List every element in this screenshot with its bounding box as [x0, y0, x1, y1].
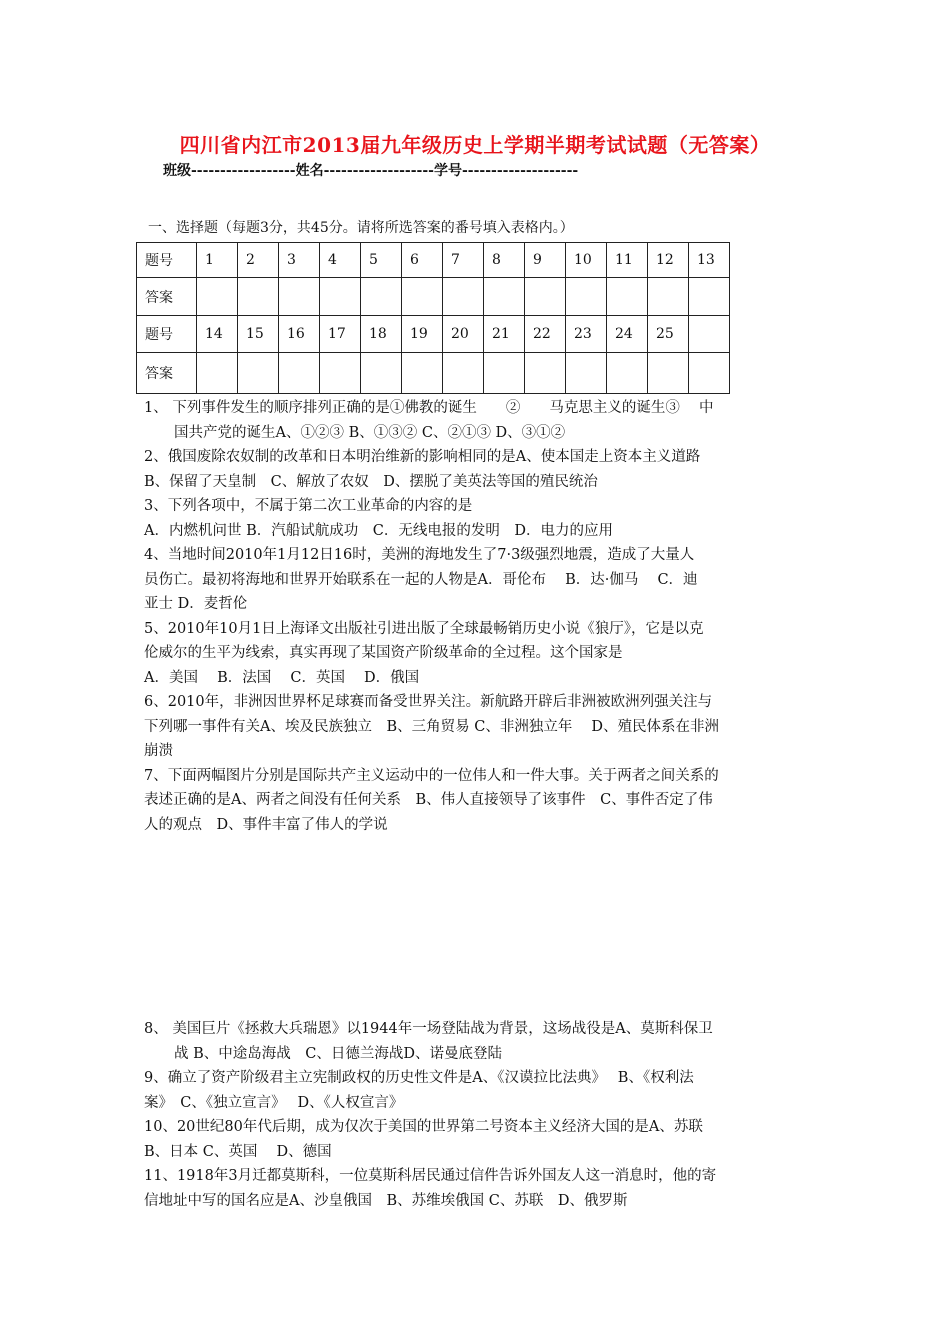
question-line: 7、下面两幅图片分别是国际共产主义运动中的一位伟人和一件大事。关于两者之间关系的	[144, 767, 719, 784]
table-cell: 10	[566, 243, 607, 278]
answer-cell[interactable]	[320, 278, 361, 316]
answer-cell[interactable]	[607, 278, 648, 316]
question-line: 3、下列各项中，不属于第二次工业革命的内容的是	[144, 498, 473, 514]
questions-bottom	[144, 1017, 810, 1213]
question-line: 国共产党的诞生A、①②③ B、①③② C、②①③ D、③①②	[174, 424, 566, 441]
answer-cell[interactable]	[648, 278, 689, 316]
question-line: 伦威尔的生平为线索，真实再现了某国资产阶级革命的全过程。这个国家是	[144, 645, 623, 661]
table-cell: 24	[607, 316, 648, 353]
table-cell: 答案	[137, 278, 197, 316]
table-cell: 6	[402, 243, 443, 278]
question-line: A．美国 B．法国 C．英国 D．俄国	[144, 669, 420, 686]
table-cell: 3	[279, 243, 320, 278]
questions-top	[144, 396, 810, 837]
table-cell: 12	[648, 243, 689, 278]
table-cell: 19	[402, 316, 443, 353]
section-heading: 一、选择题（每题3分，共45分。请将所选答案的番号填入表格内。）	[148, 220, 574, 236]
question-line: B、保留了天皇制 C、解放了农奴 D、摆脱了美英法等国的殖民统治	[144, 473, 598, 490]
table-row	[137, 316, 730, 353]
answer-cell[interactable]	[402, 278, 443, 316]
question-line: 人的观点 D、事件丰富了伟人的学说	[144, 816, 388, 833]
table-cell: 2	[238, 243, 279, 278]
page-title: 四川省内江市2013届九年级历史上学期半期考试试题（无答案）	[179, 133, 771, 157]
question-line: 战 B、中途岛海战 C、日德兰海战D、诺曼底登陆	[174, 1045, 502, 1062]
table-cell: 16	[279, 316, 320, 353]
question-line: 5、2010年10月1日上海译文出版社引进出版了全球最畅销历史小说《狼厅》，它是以克	[144, 620, 704, 637]
question-line: B、日本 C、英国 D、德国	[144, 1143, 332, 1160]
table-cell: 20	[443, 316, 484, 353]
table-row	[137, 353, 730, 394]
answer-cell[interactable]	[361, 278, 402, 316]
question-line: 信地址中写的国名应是A、沙皇俄国 B、苏维埃俄国 C、苏联 D、俄罗斯	[144, 1192, 628, 1209]
answer-cell[interactable]	[484, 278, 525, 316]
answer-cell[interactable]	[648, 353, 689, 394]
table-cell: 5	[361, 243, 402, 278]
question-line: 崩溃	[144, 743, 173, 759]
table-row	[137, 243, 730, 278]
answer-cell[interactable]	[566, 353, 607, 394]
table-cell: 14	[197, 316, 238, 353]
answer-cell[interactable]	[402, 353, 443, 394]
question-line: 员伤亡。最初将海地和世界开始联系在一起的人物是A．哥伦布 B．达·伽马 C．迪	[144, 571, 698, 588]
table-cell: 22	[525, 316, 566, 353]
answer-cell[interactable]	[238, 353, 279, 394]
answer-table	[136, 242, 730, 394]
answer-cell[interactable]	[279, 353, 320, 394]
answer-cell[interactable]	[689, 278, 730, 316]
answer-cell[interactable]	[197, 278, 238, 316]
table-cell: 23	[566, 316, 607, 353]
table-cell: 4	[320, 243, 361, 278]
table-cell: 11	[607, 243, 648, 278]
question-line: 10、20世纪80年代后期，成为仅次于美国的世界第二号资本主义经济大国的是A、苏联	[144, 1119, 703, 1135]
question-line: A．内燃机问世 B．汽船试航成功 C．无线电报的发明 D．电力的应用	[144, 522, 613, 539]
table-cell: 9	[525, 243, 566, 278]
answer-cell[interactable]	[320, 353, 361, 394]
table-cell: 题号	[137, 316, 197, 353]
answer-cell[interactable]	[525, 278, 566, 316]
question-line: 案》 C、《独立宣言》 D、《人权宣言》	[144, 1094, 404, 1111]
question-line: 8、 美国巨片《拯救大兵瑞恩》以1944年一场登陆战为背景，这场战役是A、莫斯科保卫	[144, 1021, 713, 1037]
question-line: 4、当地时间2010年1月12日16时，美洲的海地发生了7·3级强烈地震，造成了大量人	[144, 547, 695, 563]
table-cell: 21	[484, 316, 525, 353]
question-line: 亚士 D．麦哲伦	[144, 596, 248, 612]
answer-cell[interactable]	[361, 353, 402, 394]
table-cell: 18	[361, 316, 402, 353]
answer-cell[interactable]	[443, 353, 484, 394]
question-line: 2、俄国废除农奴制的改革和日本明治维新的影响相同的是A、使本国走上资本主义道路	[144, 449, 701, 465]
table-cell: 17	[320, 316, 361, 353]
answer-cell[interactable]	[484, 353, 525, 394]
question-line: 下列哪一事件有关A、埃及民族独立 B、三角贸易 C、非洲独立年 D、殖民体系在非洲	[144, 718, 720, 735]
question-line: 表述正确的是A、两者之间没有任何关系 B、伟人直接领导了该事件 C、事件否定了伟	[144, 792, 713, 808]
table-cell: 1	[197, 243, 238, 278]
table-row	[137, 278, 730, 316]
table-cell: 25	[648, 316, 689, 353]
answer-cell[interactable]	[566, 278, 607, 316]
answer-cell[interactable]	[525, 353, 566, 394]
question-line: 11、1918年3月迁都莫斯科，一位莫斯科居民通过信件告诉外国友人这一消息时，他的寄	[144, 1168, 717, 1184]
table-cell: 15	[238, 316, 279, 353]
table-cell: 题号	[137, 243, 197, 278]
answer-cell[interactable]	[443, 278, 484, 316]
question-line: 9、确立了资产阶级君主立宪制政权的历史性文件是A、《汉谟拉比法典》 B、《权利法	[144, 1070, 694, 1086]
table-cell: 答案	[137, 353, 197, 394]
table-cell: 13	[689, 243, 730, 278]
answer-cell[interactable]	[607, 353, 648, 394]
question-line: 6、2010年，非洲因世界杯足球赛而备受世界关注。新航路开辟后非洲被欧洲列强关注与	[144, 694, 713, 710]
table-cell: 7	[443, 243, 484, 278]
table-cell: 8	[484, 243, 525, 278]
table-cell	[689, 316, 730, 353]
answer-cell[interactable]	[238, 278, 279, 316]
answer-cell[interactable]	[689, 353, 730, 394]
answer-cell[interactable]	[197, 353, 238, 394]
student-info-line: 班级------------------姓名-------------------学号--------------------	[163, 163, 579, 179]
question-line: 1、 下列事件发生的顺序排列正确的是①佛教的诞生 ② 马克思主义的诞生③ 中	[144, 400, 714, 416]
answer-cell[interactable]	[279, 278, 320, 316]
